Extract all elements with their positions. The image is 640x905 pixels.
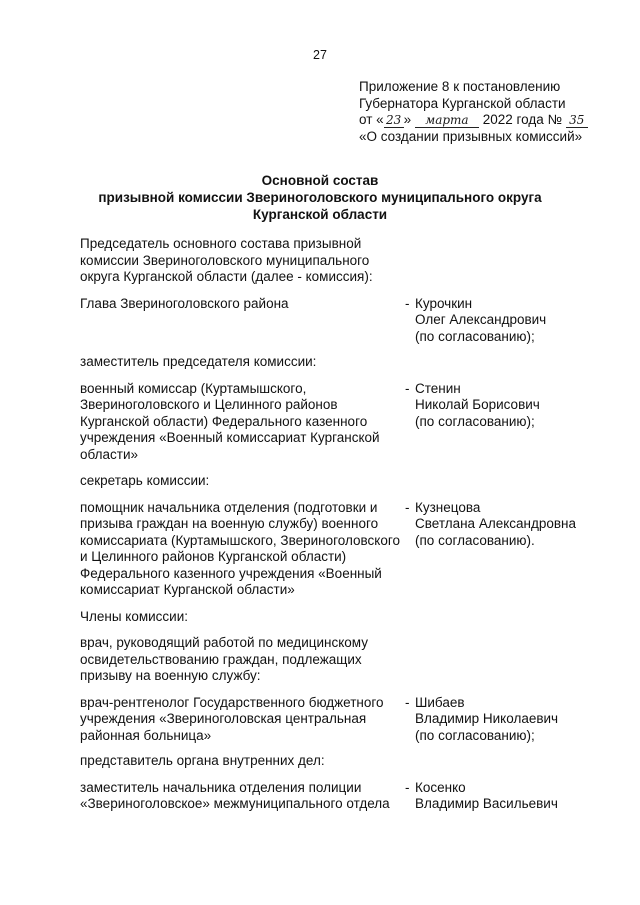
deputy-row [80, 381, 590, 464]
police-person: - Косенко Владимир Васильевич [405, 780, 590, 813]
page-number: 27 [313, 48, 327, 62]
chairman-name: Олег Александрович [415, 312, 547, 327]
doctor-surname: Шибаев [415, 694, 465, 710]
title-line-3: Курганской области [252, 207, 388, 222]
date-prefix: от « [359, 112, 384, 127]
secretary-person: - Кузнецова Светлана Александровна (по согласованию). [405, 500, 590, 599]
secretary-label: секретарь комиссии: [80, 473, 210, 488]
members-label: Члены комиссии: [80, 608, 189, 624]
secretary-row [80, 500, 590, 599]
chairman-row [80, 296, 590, 346]
deputy-surname: Стенин [415, 380, 461, 396]
secretary-note: (по согласованию). [415, 532, 535, 548]
title-line-2: призывной комиссии Звериноголовского муниципального округа [98, 190, 542, 205]
doctor-person: - Шибаев Владимир Николаевич (по согласованию); [405, 695, 590, 745]
chairman-person: - Курочкин Олег Александрович (по согласованию); [405, 296, 590, 346]
doctor-row [80, 695, 590, 745]
deputy-position: военный комиссар (Куртамышского, Звериноголовского и Целинного районов Курганской области) Федерального казенного учреждения «Военный комиссариат Курганской области» [80, 380, 380, 462]
date-quote: » [403, 112, 412, 127]
handwritten-number: 35 [566, 114, 588, 128]
deputy-label: заместитель председателя комиссии: [80, 354, 317, 369]
deputy-note: (по согласованию); [415, 413, 535, 429]
police-position: заместитель начальника отделения полиции «Звериноголовское» межмуниципального отдела [80, 779, 390, 811]
doctor-note: (по согласованию); [415, 727, 535, 743]
secretary-name: Светлана Александровна [415, 516, 577, 531]
document-title [0, 172, 640, 223]
title-line-1: Основной состав [261, 173, 379, 188]
secretary-position: помощник начальника отделения (подготовки и призыва граждан на военную службу) военного комиссариата (Куртамышского, Звериноголовского и Целинного районов Курганской области) Федерального казенного учреждения «Военный комиссариат Курганской области» [80, 499, 400, 597]
appendix-line-3 [359, 112, 619, 129]
appendix-line-1: Приложение 8 к постановлению [359, 79, 561, 94]
police-label: представитель органа внутренних дел: [80, 753, 325, 768]
doctor-position: врач-рентгенолог Государственного бюджетного учреждения «Звериноголовская центральная районная больница» [80, 694, 384, 743]
appendix-line-4: «О создании призывных комиссий» [359, 128, 583, 144]
police-surname: Косенко [415, 779, 466, 795]
handwritten-month: марта [415, 114, 479, 128]
chairman-note: (по согласованию); [415, 328, 535, 344]
appendix-line-2: Губернатора Курганской области [359, 95, 566, 111]
appendix-header [359, 79, 619, 145]
commission-list [80, 236, 590, 813]
secretary-surname: Кузнецова [415, 499, 481, 515]
chairman-intro: Председатель основного состава призывной комиссии Звериноголовского муниципального округа Курганской области (далее - комиссия): [80, 236, 373, 284]
deputy-person: - Стенин Николай Борисович (по согласованию); [405, 381, 590, 464]
doctor-name: Владимир Николаевич [415, 711, 559, 726]
police-row [80, 780, 590, 813]
deputy-name: Николай Борисович [415, 397, 540, 412]
handwritten-day: 23 [384, 114, 404, 128]
police-name: Владимир Васильевич [415, 796, 558, 811]
doctor-label: врач, руководящий работой по медицинскому освидетельствованию граждан, подлежащих призыву на военную службу: [80, 635, 368, 683]
chairman-surname: Курочкин [415, 295, 473, 311]
chairman-position: Глава Звериноголовского района [80, 295, 289, 311]
year-label: 2022 года № [482, 112, 562, 127]
